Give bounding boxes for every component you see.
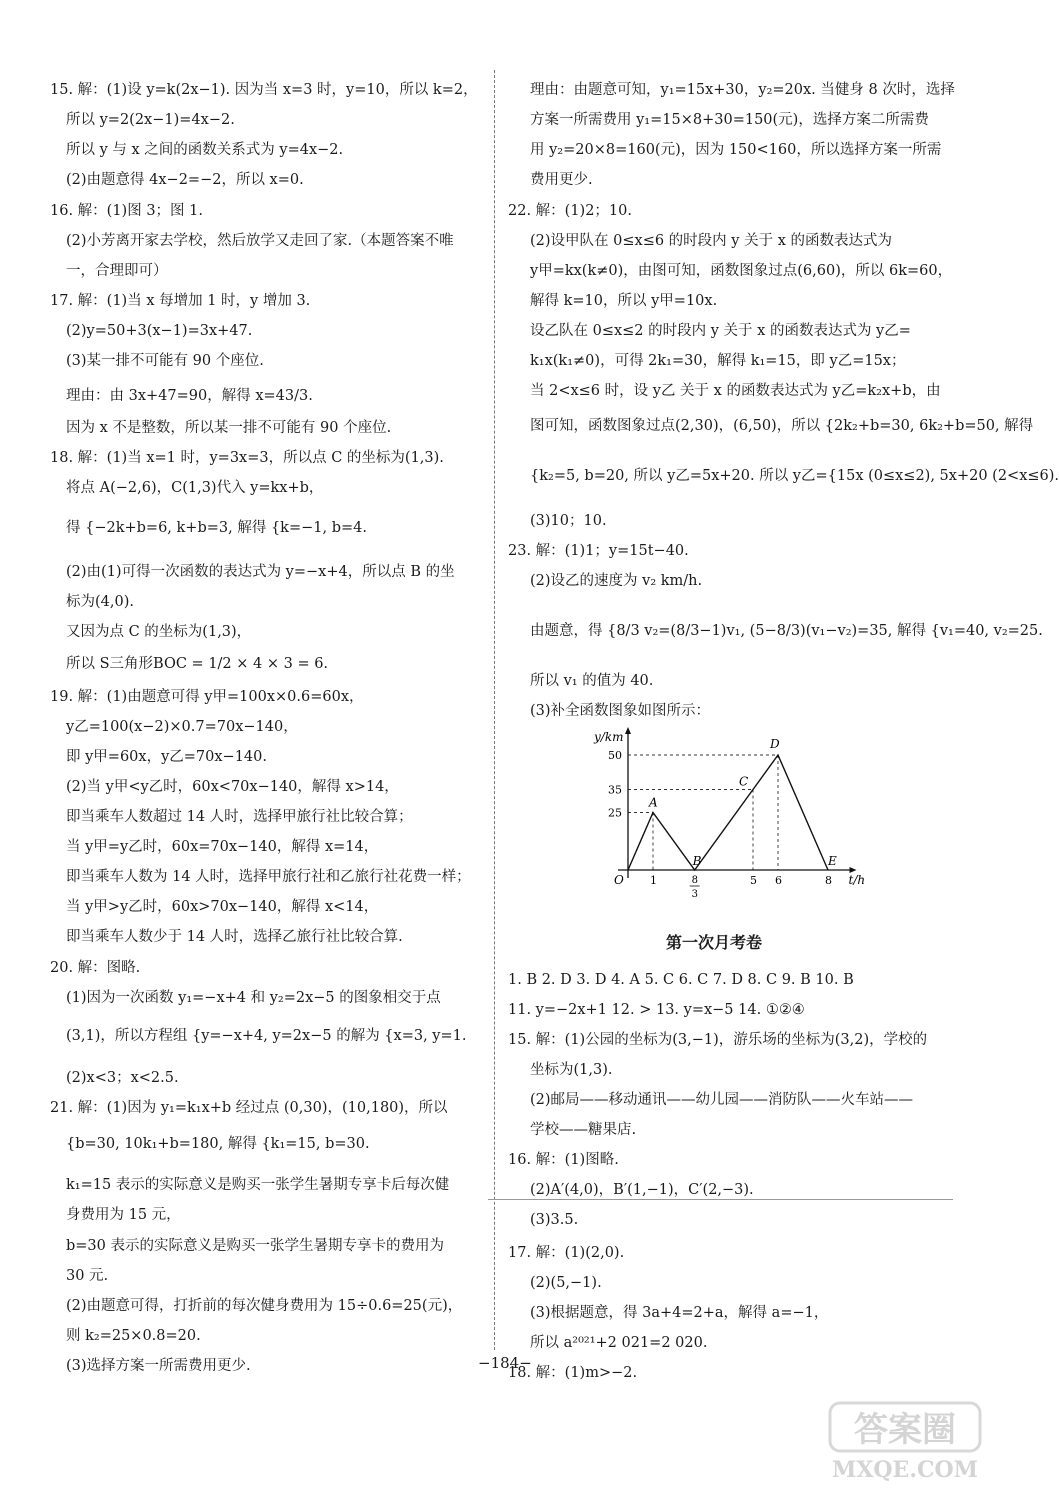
- answer-line: 16. 解：(1)图 3；图 1.: [50, 203, 203, 219]
- x-axis-label: t/h: [848, 873, 866, 887]
- answer-line: k₁=15 表示的实际意义是购买一张学生暑期专享卡后每次健: [66, 1177, 450, 1193]
- y-axis-arrow: [625, 727, 631, 734]
- answer-line: 所以 y=2(2x−1)=4x−2.: [66, 112, 235, 128]
- point-label-E: E: [828, 854, 837, 868]
- x-tick-label: 1: [650, 874, 657, 887]
- answer-line: (2)邮局——移动通讯——幼儿园——消防队——火车站——: [530, 1092, 914, 1108]
- answer-line: 即当乘车人数超过 14 人时，选择甲旅行社比较合算；: [66, 809, 413, 825]
- answer-line: {b=30, 10k₁+b=180, 解得 {k₁=15, b=30.: [66, 1136, 370, 1152]
- answer-line: 标为(4,0).: [66, 594, 134, 610]
- y-tick-label: 25: [608, 806, 622, 820]
- x-tick-label-numerator: 8: [691, 875, 699, 886]
- answer-line: 得 {−2k+b=6, k+b=3, 解得 {k=−1, b=4.: [66, 520, 367, 536]
- x-tick-label: 8: [825, 874, 832, 887]
- answer-line: 理由：由题意可知，y₁=15x+30，y₂=20x. 当健身 8 次时，选择: [530, 82, 955, 98]
- answer-line: (3)选择方案一所需费用更少.: [66, 1358, 251, 1374]
- answer-line: y甲=kx(k≠0)，由图可知，函数图象过点(6,60)，所以 6k=60，: [530, 263, 953, 279]
- answer-line: 所以 S三角形BOC = 1/2 × 4 × 3 = 6.: [66, 656, 329, 672]
- answer-line: (3)某一排不可能有 90 个座位.: [66, 353, 264, 369]
- answer-line: (2)由(1)可得一次函数的表达式为 y=−x+4，所以点 B 的坐: [66, 564, 455, 580]
- answer-line: 理由：由 3x+47=90，解得 x=43/3.: [66, 388, 313, 404]
- answer-line: 17. 解：(1)当 x 每增加 1 时，y 增加 3.: [50, 293, 311, 309]
- answer-line: 22. 解：(1)2；10.: [508, 203, 632, 219]
- answer-line: 当 2<x≤6 时，设 y乙 关于 x 的函数表达式为 y乙=k₂x+b，由: [530, 383, 941, 399]
- point-label-D: D: [770, 737, 780, 751]
- answer-line: 21. 解：(1)因为 y₁=k₁x+b 经过点 (0,30)，(10,180)，所以: [50, 1100, 448, 1116]
- column-divider: [494, 70, 495, 1350]
- answer-line: (2)设甲队在 0≤x≤6 的时段内 y 关于 x 的函数表达式为: [530, 233, 892, 249]
- chart-guides: [628, 755, 778, 870]
- answer-line: 17. 解：(1)(2,0).: [508, 1245, 625, 1261]
- answer-line: (2)由题意可得，打折前的每次健身费用为 15÷0.6=25(元)，: [66, 1298, 463, 1314]
- answer-line: 解得 k=10，所以 y甲=10x.: [530, 293, 718, 309]
- origin-label: O: [614, 873, 624, 887]
- answer-line: {k₂=5, b=20, 所以 y乙=5x+20. 所以 y乙={15x (0≤x≤2), 5x+20 (2<x≤6).: [530, 468, 1059, 484]
- answer-line: 15. 解：(1)设 y=k(2x−1). 因为当 x=3 时，y=10，所以 k=2，: [50, 82, 478, 98]
- answer-line: (2)(5,−1).: [530, 1275, 602, 1291]
- watermark-logo: [810, 1395, 990, 1485]
- answer-line: (2)x<3；x<2.5.: [66, 1070, 179, 1086]
- answer-line: 所以 a²⁰²¹+2 021=2 020.: [530, 1335, 708, 1351]
- answer-line: (2)由题意得 4x−2=−2，所以 x=0.: [66, 172, 304, 188]
- answer-line: 当 y甲>y乙时，60x>70x−140，解得 x<14，: [66, 899, 379, 915]
- x-tick-label-denominator: 3: [691, 889, 699, 900]
- answer-line: 将点 A(−2,6)，C(1,3)代入 y=kx+b，: [66, 480, 324, 496]
- answer-line: 设乙队在 0≤x≤2 的时段内 y 关于 x 的函数表达式为 y乙=: [530, 323, 911, 339]
- answer-line: 20. 解：图略.: [50, 960, 141, 976]
- answer-line: 则 k₂=25×0.8=20.: [66, 1328, 201, 1344]
- answer-line: (2)当 y甲<y乙时，60x<70x−140，解得 x>14，: [66, 779, 399, 795]
- answer-line: (2)小芳离开家去学校，然后放学又走回了家.（本题答案不唯: [66, 233, 454, 249]
- svg-text:MXQE.COM: MXQE.COM: [831, 1457, 979, 1483]
- answer-line: b=30 表示的实际意义是购买一张学生暑期专享卡的费用为: [66, 1238, 444, 1254]
- x-tick-label: 5: [750, 874, 757, 887]
- distance-time-chart: [588, 725, 888, 905]
- svg-text:答案圈: 答案圈: [854, 1410, 956, 1450]
- answer-line: 30 元.: [66, 1268, 109, 1284]
- answer-line: k₁x(k₁≠0)，可得 2k₁=30，解得 k₁=15，即 y乙=15x；: [530, 353, 906, 369]
- answer-line: 即当乘车人数少于 14 人时，选择乙旅行社比较合算.: [66, 929, 403, 945]
- answer-line: 因为 x 不是整数，所以某一排不可能有 90 个座位.: [66, 420, 392, 436]
- answer-line: 23. 解：(1)1；y=15t−40.: [508, 543, 689, 559]
- answer-line: 15. 解：(1)公园的坐标为(3,−1)，游乐场的坐标为(3,2)，学校的: [508, 1032, 928, 1048]
- answer-line: 当 y甲=y乙时，60x=70x−140，解得 x=14，: [66, 839, 379, 855]
- answer-line: 11. y=−2x+1 12. > 13. y=x−5 14. ①②④: [508, 1002, 805, 1018]
- answer-line: (3)根据题意，得 3a+4=2+a，解得 a=−1，: [530, 1305, 829, 1321]
- answer-line: (3)3.5.: [530, 1212, 579, 1228]
- x-tick-label: 6: [775, 874, 782, 887]
- answer-line: (3,1)，所以方程组 {y=−x+4, y=2x−5 的解为 {x=3, y=1.: [66, 1028, 467, 1044]
- answer-line: (2)A′(4,0)，B′(1,−1)，C′(2,−3).: [530, 1182, 754, 1198]
- answer-line: (1)因为一次函数 y₁=−x+4 和 y₂=2x−5 的图象相交于点: [66, 990, 441, 1006]
- series-line: [628, 755, 828, 870]
- section-title: 第一次月考卷: [666, 933, 763, 952]
- answer-line: 学校——糖果店.: [530, 1122, 637, 1138]
- answer-line: 图可知，函数图象过点(2,30)，(6,50)，所以 {2k₂+b=30, 6k₂+b=50, 解得: [530, 418, 1034, 434]
- answer-line: (2)设乙的速度为 v₂ km/h.: [530, 573, 703, 589]
- y-axis-label: y/km: [594, 730, 624, 744]
- answer-line: 19. 解：(1)由题意可得 y甲=100x×0.6=60x，: [50, 689, 364, 705]
- answer-line: (3)10；10.: [530, 513, 607, 529]
- point-label-C: C: [739, 774, 749, 789]
- answer-line: y乙=100(x−2)×0.7=70x−140，: [66, 719, 298, 735]
- answer-line: 身费用为 15 元，: [66, 1207, 181, 1223]
- answer-line: (2)y=50+3(x−1)=3x+47.: [66, 323, 253, 339]
- answer-line: 一，合理即可）: [66, 263, 168, 279]
- y-tick-label: 50: [608, 749, 622, 762]
- y-tick-label: 35: [608, 783, 622, 797]
- answer-line: 即 y甲=60x，y乙=70x−140.: [66, 749, 267, 765]
- chart-series: [628, 755, 828, 870]
- answer-line: 所以 v₁ 的值为 40.: [530, 673, 654, 689]
- answer-line: 又因为点 C 的坐标为(1,3)，: [66, 624, 252, 640]
- answer-line: 即当乘车人数为 14 人时，选择甲旅行社和乙旅行社花费一样；: [66, 869, 471, 885]
- answer-line: 18. 解：(1)m>−2.: [508, 1365, 638, 1381]
- answer-line: 1. B 2. D 3. D 4. A 5. C 6. C 7. D 8. C 9. B 10. B: [508, 972, 854, 988]
- answer-line: 由题意，得 {8/3 v₂=(8/3−1)v₁, (5−8/3)(v₁−v₂)=35, 解得 {v₁=40, v₂=25.: [530, 623, 1043, 639]
- answer-line: 坐标为(1,3).: [530, 1062, 613, 1078]
- answer-line: 18. 解：(1)当 x=1 时，y=3x=3，所以点 C 的坐标为(1,3).: [50, 450, 444, 466]
- chart-labels: [593, 730, 865, 900]
- page-number: −184−: [478, 1354, 532, 1372]
- point-label-A: A: [649, 795, 658, 810]
- point-label-B: B: [692, 854, 702, 868]
- answer-line: 用 y₂=20×8=160(元)，因为 150<160，所以选择方案一所需: [530, 142, 942, 158]
- answer-line: (3)补全函数图象如图所示：: [530, 703, 711, 719]
- answer-line: 16. 解：(1)图略.: [508, 1152, 619, 1168]
- answer-line: 费用更少.: [530, 172, 593, 188]
- answer-line: 方案一所需费用 y₁=15×8+30=150(元)，选择方案二所需费: [530, 112, 929, 128]
- answer-line: 所以 y 与 x 之间的函数关系式为 y=4x−2.: [66, 142, 344, 158]
